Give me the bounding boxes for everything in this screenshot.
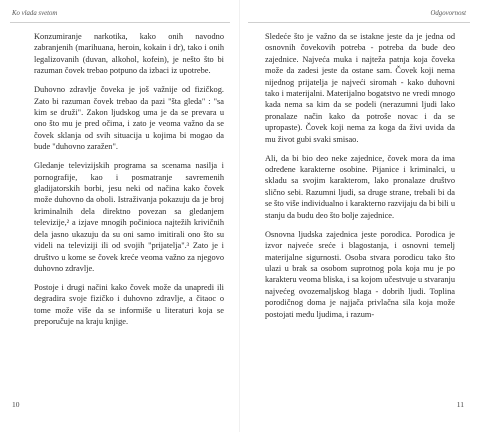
running-head-left: Ko vlada svetom bbox=[12, 10, 58, 17]
left-page-body bbox=[34, 31, 224, 335]
right-page-body bbox=[265, 31, 455, 328]
running-head-right: Odgovornost bbox=[430, 10, 466, 17]
right-page bbox=[240, 0, 480, 432]
page-number-left: 10 bbox=[12, 400, 20, 409]
paragraph: Duhovno zdravlje čoveka je još važnije od fizičkog. Zato bi razuman čovek trebao da pazi "šta gleda" : "sa kim se druži". Zakon ljudskog uma je da se prevara u ono što mu je pred očima, i zato je veoma važno da se čovek sklanja od svih situacija u kojima bi mogao da bude "duhovno zaražen". bbox=[34, 85, 224, 152]
paragraph: Osnovna ljudska zajednica jeste porodica. Porodica je izvor najveće sreće i blagostanja, i osnovni temelj materijalne sigurnosti. Osoba stvara porodicu tako što ulazi u brak sa osobom suprotnog pola koja mu je po karakteru veoma bliska, i sa kojom učestvuje u stvaranju najvećeg ovozemaljskog blaga - dobrih ljudi. Toplina porodičnog doma je najjača privlačna sila koja može postojati među ljudima, i razum- bbox=[265, 229, 455, 319]
paragraph: Postoje i drugi načini kako čovek može da unapredi ili degradira svoje fizičko i duhovno zdravlje, a čitaoc o tome može više da se informiše u literaturi koja se preporučuje na kraju knjige. bbox=[34, 282, 224, 327]
paragraph: Konzumiranje narkotika, kako onih navodno zabranjenih (marihuana, heroin, kokain i dr), tako i onih legalizovanih (duvan, alkohol, kofein), je nešto što bi razuman čovek trebao potpuno da izbaci iz upotrebe. bbox=[34, 32, 224, 76]
header-rule-left bbox=[10, 22, 230, 23]
paragraph: Sledeće što je važno da se istakne jeste da je jedna od osnovnih čovekovih potreba - potreba da bude deo zajednice. Najveća muka i najteža patnja koja čoveka može da zadesi jeste da ostane sam. Čovek koji nema nijednog prijatelja je najveći siromah - kako duhovni tako i materijalni. Materijalno bogatstvo ne vredi mnogo kada nema sa kim da se podeli (nerazumni ljudi lako pronalaze način kako da potroše novac i da se upropaste). Čovek koji nema za koga da živi uvida da mu život gubi svaki smisao. bbox=[265, 32, 455, 144]
header-rule-right bbox=[248, 22, 470, 23]
paragraph: Ali, da bi bio deo neke zajednice, čovek mora da ima određene karakterne osobine. Pijanice i kriminalci, u skladu sa svojim karakterom, lako pronalaze društvo slično sebi. Razumni ljudi, sa druge strane, trebali bi da se što više individualno i karakterno razvijaju da bi bili u stanju da budu deo što bolje zajednice. bbox=[265, 153, 456, 220]
page-number-right: 11 bbox=[456, 400, 464, 409]
paragraph: Gledanje televizijskih programa sa scenama nasilja i pornografije, kao i posmatranje savremenih gladijatorskih borbi, jesu neki od načina kako čovek može duhovno da oboli. Istraživanja pokazuju da je broj kriminalnih dela direktno povezan sa gledanjem televizije,² a izjave mnogih počinioca najtežih krivičnih dela jasno ukazuju da su oni samo imitirali ono što su videli na televiziji ili od svojih "prijatelja".³ Zato je i društvo u kome se čovek kreće veoma važno za njegovo duhovno zdravlje. bbox=[34, 161, 224, 273]
